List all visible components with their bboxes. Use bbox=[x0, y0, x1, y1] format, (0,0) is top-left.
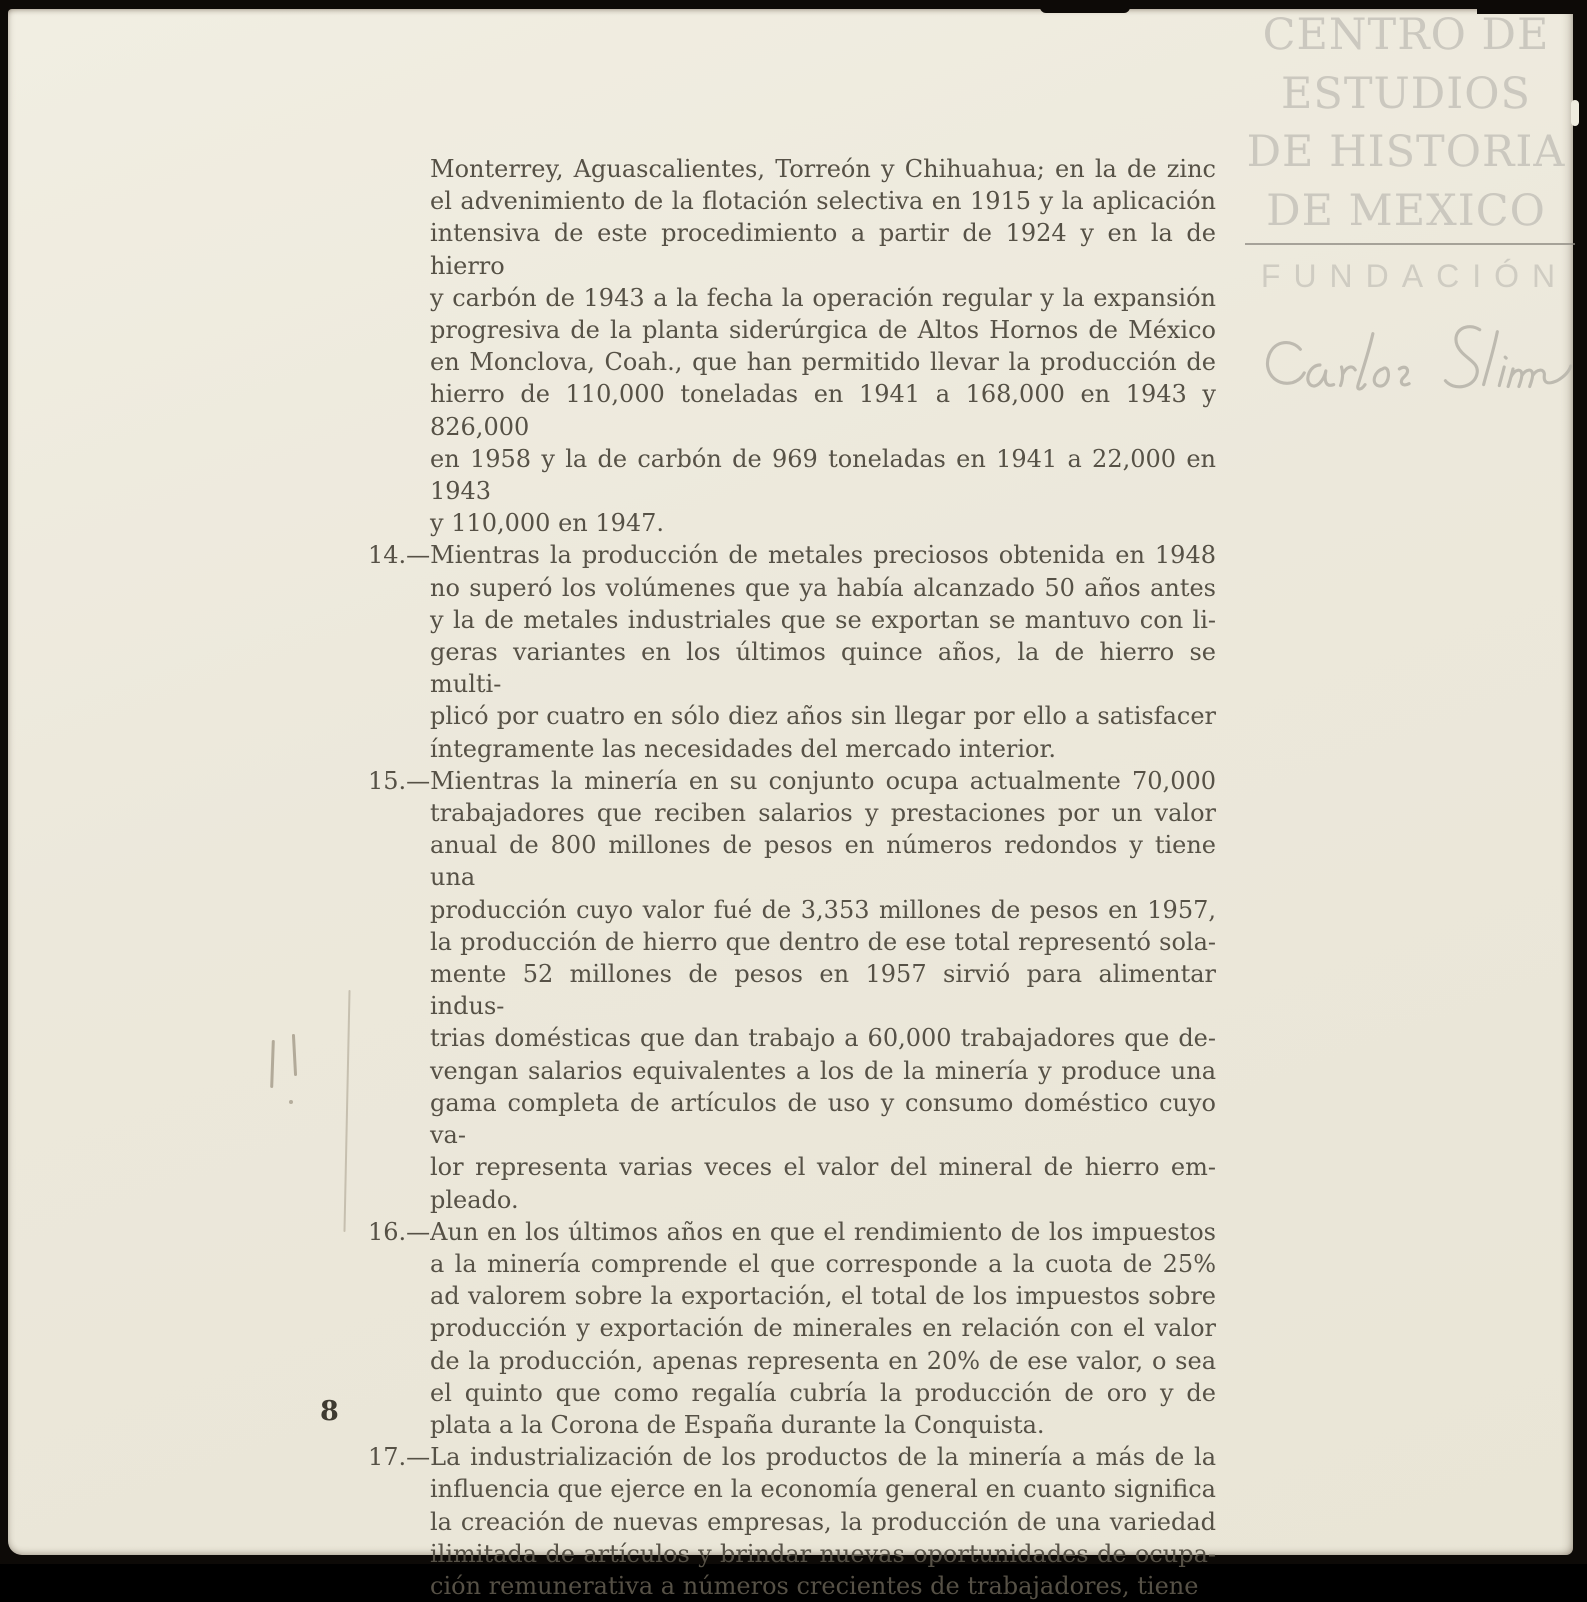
scan-edge-artifact bbox=[1040, 0, 1130, 13]
text-line: trias domésticas que dan trabajo a 60,000 trabajadores que de- bbox=[430, 1024, 1216, 1053]
text-line: producción y exportación de minerales en relación con el valor bbox=[430, 1314, 1216, 1343]
foundation-label: FUNDACIÓN bbox=[1260, 258, 1569, 294]
text-line: y carbón de 1943 a la fecha la operación regular y la expansión bbox=[430, 283, 1216, 312]
text-line: intensiva de este procedimiento a partir de 1924 y en la de hierro bbox=[430, 219, 1216, 280]
text-line: de la producción, apenas representa en 20% de ese valor, o sea bbox=[430, 1346, 1216, 1375]
watermark-line: ESTUDIOS bbox=[1281, 68, 1531, 119]
text-line: progresiva de la planta siderúrgica de Altos Hornos de México bbox=[430, 316, 1216, 345]
text-line: vengan salarios equivalentes a los de la minería y produce una bbox=[430, 1056, 1216, 1085]
text-line: ilimitada de artículos y brindar nuevas oportunidades de ocupa- bbox=[430, 1539, 1216, 1568]
text-line: anual de 800 millones de pesos en números redondos y tiene una bbox=[430, 831, 1216, 892]
text-line: 15.—Mientras la minería en su conjunto ocupa actualmente 70,000 bbox=[368, 766, 1216, 795]
text-block bbox=[368, 153, 1216, 1602]
text-line: geras variantes en los últimos quince años, la de hierro se multi- bbox=[430, 638, 1216, 699]
text-line: 16.—Aun en los últimos años en que el rendimiento de los impuestos bbox=[368, 1217, 1216, 1246]
text-line: el advenimiento de la flotación selectiva en 1915 y la aplicación bbox=[430, 187, 1216, 216]
text-line: 14.—Mientras la producción de metales preciosos obtenida en 1948 bbox=[368, 541, 1216, 570]
text-line: a la minería comprende el que corresponde a la cuota de 25% bbox=[430, 1249, 1216, 1278]
text-line: plicó por cuatro en sólo diez años sin llegar por ello a satisfacer bbox=[430, 702, 1216, 731]
institution-watermark bbox=[1245, 6, 1567, 240]
text-line: el quinto que como regalía cubría la producción de oro y de bbox=[430, 1378, 1216, 1407]
scan-edge-artifact bbox=[1571, 100, 1579, 126]
watermark-line: CENTRO DE bbox=[1262, 10, 1550, 60]
text-line: 17.—La industrialización de los productos de la minería a más de la bbox=[368, 1443, 1216, 1472]
text-line: lor representa varias veces el valor del mineral de hierro em- bbox=[430, 1153, 1216, 1182]
text-line: íntegramente las necesidades del mercado interior. bbox=[430, 734, 1056, 763]
page-number: 8 bbox=[320, 1396, 339, 1427]
text-line: en Monclova, Coah., que han permitido llevar la producción de bbox=[430, 348, 1216, 377]
text-line: influencia que ejerce en la economía general en cuanto significa bbox=[430, 1475, 1216, 1504]
pencil-mark bbox=[289, 1100, 293, 1104]
paragraph bbox=[368, 765, 1216, 1216]
text-line: mente 52 millones de pesos en 1957 sirvió para alimentar indus- bbox=[430, 960, 1216, 1021]
text-line: ad valorem sobre la exportación, el total de los impuestos sobre bbox=[430, 1282, 1216, 1311]
paragraph bbox=[368, 1441, 1216, 1602]
text-line: trabajadores que reciben salarios y prestaciones por un valor bbox=[430, 799, 1216, 828]
text-line: la producción de hierro que dentro de ese total representó sola- bbox=[430, 927, 1216, 956]
carlos-slim-signature-icon bbox=[1257, 316, 1575, 418]
watermark-divider bbox=[1245, 243, 1575, 245]
paragraph bbox=[368, 539, 1216, 764]
text-line: en 1958 y la de carbón de 969 toneladas en 1941 a 22,000 en 1943 bbox=[430, 444, 1216, 506]
paragraph bbox=[368, 1216, 1216, 1441]
text-line: y 110,000 en 1947. bbox=[430, 509, 665, 538]
paragraph bbox=[430, 153, 1216, 539]
watermark-line: DE HISTORIA bbox=[1246, 127, 1566, 177]
text-line: la creación de nuevas empresas, la producción de una variedad bbox=[430, 1507, 1216, 1536]
watermark-line: DE MEXICO bbox=[1266, 185, 1546, 236]
text-line: plata a la Corona de España durante la Conquista. bbox=[430, 1410, 1045, 1439]
text-line: pleado. bbox=[430, 1185, 519, 1214]
text-line: hierro de 110,000 toneladas en 1941 a 168,000 en 1943 y 826,000 bbox=[430, 380, 1216, 441]
text-line: Monterrey, Aguascalientes, Torreón y Chihuahua; en la de zinc bbox=[430, 155, 1216, 183]
text-line: y la de metales industriales que se exportan se mantuvo con li- bbox=[430, 605, 1216, 634]
text-line: no superó los volúmenes que ya había alcanzado 50 años antes bbox=[430, 573, 1216, 602]
text-line: producción cuyo valor fué de 3,353 millones de pesos en 1957, bbox=[430, 895, 1216, 924]
text-line: gama completa de artículos de uso y consumo doméstico cuyo va- bbox=[430, 1088, 1216, 1150]
text-line: ción remunerativa a números crecientes de trabajadores, tiene bbox=[430, 1571, 1199, 1600]
